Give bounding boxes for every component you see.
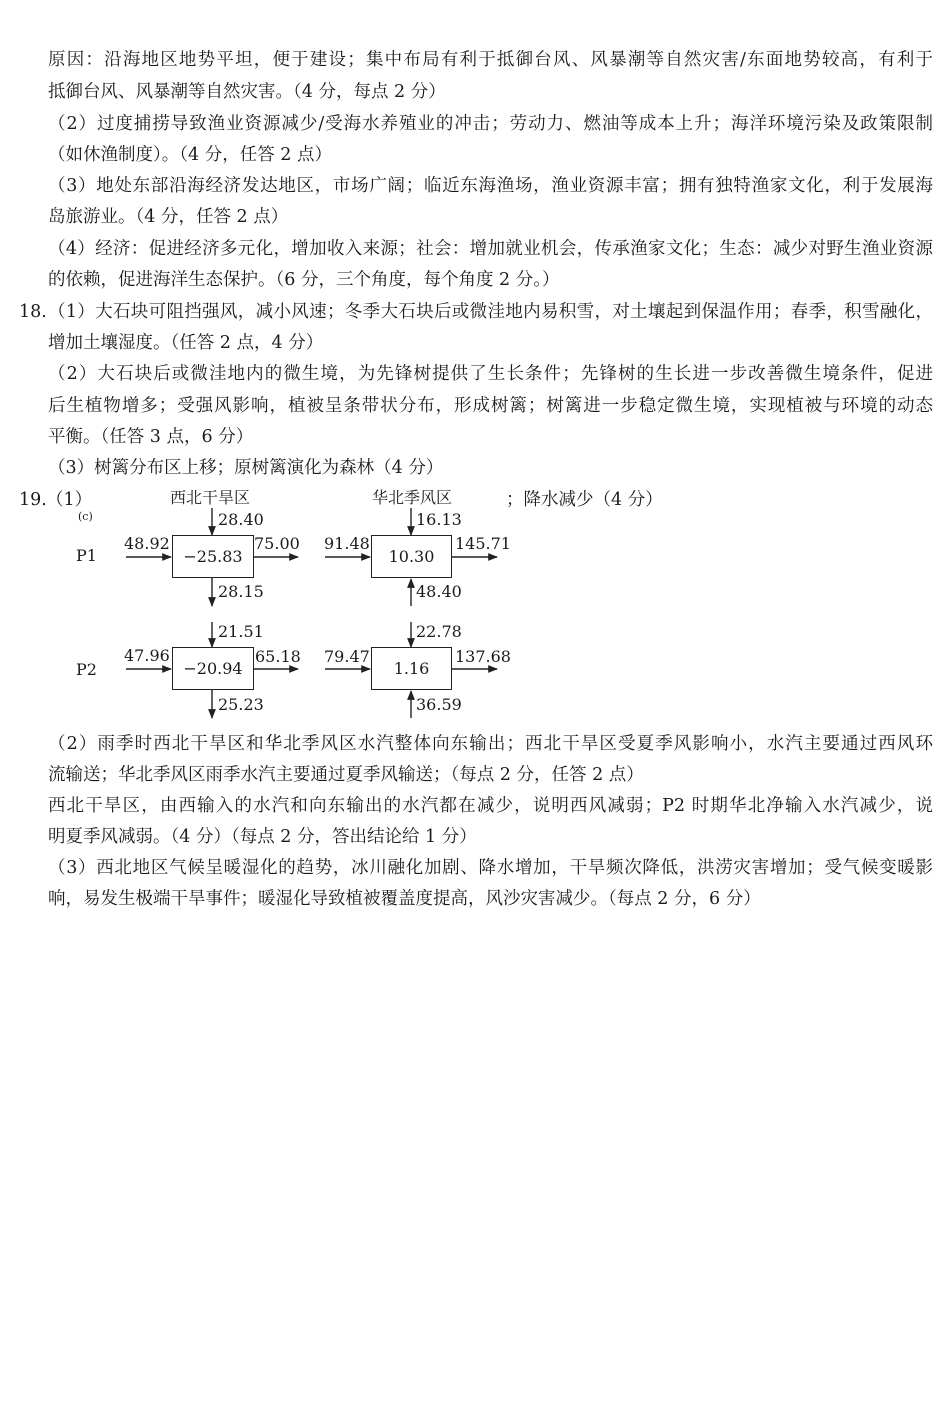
- q17-part3-line-1: （3）地处东部沿海经济发达地区，市场广阔；临近东海渔场，渔业资源丰富；拥有独特渔家文化，利于发展海: [48, 176, 933, 196]
- q18-part2-line-2: 后生植物增多；受强风影响，植被呈条带状分布，形成树篱；树篱进一步稳定微生境，实现植被与环境的动态: [48, 396, 933, 416]
- p1-west-bottom-value: 28.15: [218, 582, 264, 601]
- q17-part2-line-2: （如休渔制度）。（4 分，任答 2 点）: [48, 145, 332, 165]
- q19-part2-line-1: （2）雨季时西北干旱区和华北季风区水汽整体向东输出；西北干旱区受夏季风影响小，水汽主要通过西风环: [48, 734, 933, 754]
- p2-north-out-right-value: 137.68: [455, 647, 511, 666]
- p1-west-out-right-value: 75.00: [254, 534, 300, 553]
- q17-cause-line-1: 原因：沿海地区地势平坦，便于建设；集中布局有利于抵御台风、风暴潮等自然灾害/东面地势较高，有利于: [48, 50, 933, 70]
- p1-west-in-left-value: 48.92: [124, 534, 170, 553]
- p1-north-bottom-value: 48.40: [416, 582, 462, 601]
- period-label-p2: P2: [76, 660, 97, 679]
- p1-north-in-top-value: 16.13: [416, 510, 462, 529]
- q19-number: 19.: [19, 490, 47, 510]
- q18-number: 18.: [19, 302, 47, 322]
- q19-part1-answer: ；降水减少（4 分）: [506, 490, 663, 510]
- q18-part3-line-1: （3）树篱分布区上移；原树篱演化为森林（4 分）: [48, 458, 444, 478]
- diagram-panel-label: (c): [78, 510, 93, 523]
- p1-west-in-top-value: 28.40: [218, 510, 264, 529]
- q19-part2-line-4: 明夏季风减弱。（4 分）（每点 2 分，答出结论给 1 分）: [48, 827, 477, 847]
- p1-north-out-right-value: 145.71: [455, 534, 511, 553]
- q18-part2-line-1: （2）大石块后或微洼地内的微生境，为先锋树提供了生长条件；先锋树的生长进一步改善微生境条件，促进: [48, 364, 933, 384]
- q19-part2-line-3: 西北干旱区，由西输入的水汽和向东输出的水汽都在减少，说明西风减弱；P2 时期华北净输入水汽减少，说: [48, 796, 933, 816]
- q19-part3-line-1: （3）西北地区气候呈暖湿化的趋势，冰川融化加剧、降水增加，干旱频次降低，洪涝灾害增加；受气候变暖影: [48, 858, 933, 878]
- q17-part2-line-1: （2）过度捕捞导致渔业资源减少/受海水养殖业的冲击；劳动力、燃油等成本上升；海洋环境污染及政策限制: [48, 114, 933, 134]
- p1-north-in-left-value: 91.48: [324, 534, 370, 553]
- p2-west-in-left-value: 47.96: [124, 646, 170, 665]
- q18-part1-line-1: （1）大石块可阻挡强风，减小风速；冬季大石块后或微洼地内易积雪，对土壤起到保温作用；春季，积雪融化，: [48, 302, 933, 322]
- p1-west-balance-box: −25.83: [172, 535, 254, 578]
- p1-north-balance-box: 10.30: [371, 535, 452, 578]
- q17-part4-line-2: 的依赖，促进海洋生态保护。（6 分，三个角度，每个角度 2 分。）: [48, 270, 560, 290]
- q17-cause-line-2: 抵御台风、风暴潮等自然灾害。（4 分，每点 2 分）: [48, 82, 446, 102]
- region-label-northwest-arid: 西北干旱区: [170, 488, 251, 507]
- period-label-p1: P1: [76, 546, 97, 565]
- q19-part3-line-2: 响，易发生极端干旱事件；暖湿化导致植被覆盖度提高，风沙灾害减少。（每点 2 分，6 分）: [48, 889, 761, 909]
- p2-west-out-right-value: 65.18: [255, 647, 301, 666]
- region-label-north-china-monsoon: 华北季风区: [372, 488, 453, 507]
- q18-part2-line-3: 平衡。（任答 3 点，6 分）: [48, 427, 254, 447]
- q19-part1-label: （1）: [46, 490, 93, 510]
- p2-north-bottom-value: 36.59: [416, 695, 462, 714]
- p2-north-in-left-value: 79.47: [324, 647, 370, 666]
- p2-west-bottom-value: 25.23: [218, 695, 264, 714]
- p2-north-balance-box: 1.16: [371, 647, 452, 690]
- q18-part1-line-2: 增加土壤湿度。（任答 2 点，4 分）: [48, 333, 324, 353]
- q19-part2-line-2: 流输送；华北季风区雨季水汽主要通过夏季风输送；（每点 2 分，任答 2 点）: [48, 765, 644, 785]
- q17-part4-line-1: （4）经济：促进经济多元化，增加收入来源；社会：增加就业机会，传承渔家文化；生态：减少对野生渔业资源: [48, 239, 933, 259]
- p2-west-balance-box: −20.94: [172, 647, 254, 690]
- q17-part3-line-2: 岛旅游业。（4 分，任答 2 点）: [48, 207, 289, 227]
- p2-west-in-top-value: 21.51: [218, 622, 264, 641]
- p2-north-in-top-value: 22.78: [416, 622, 462, 641]
